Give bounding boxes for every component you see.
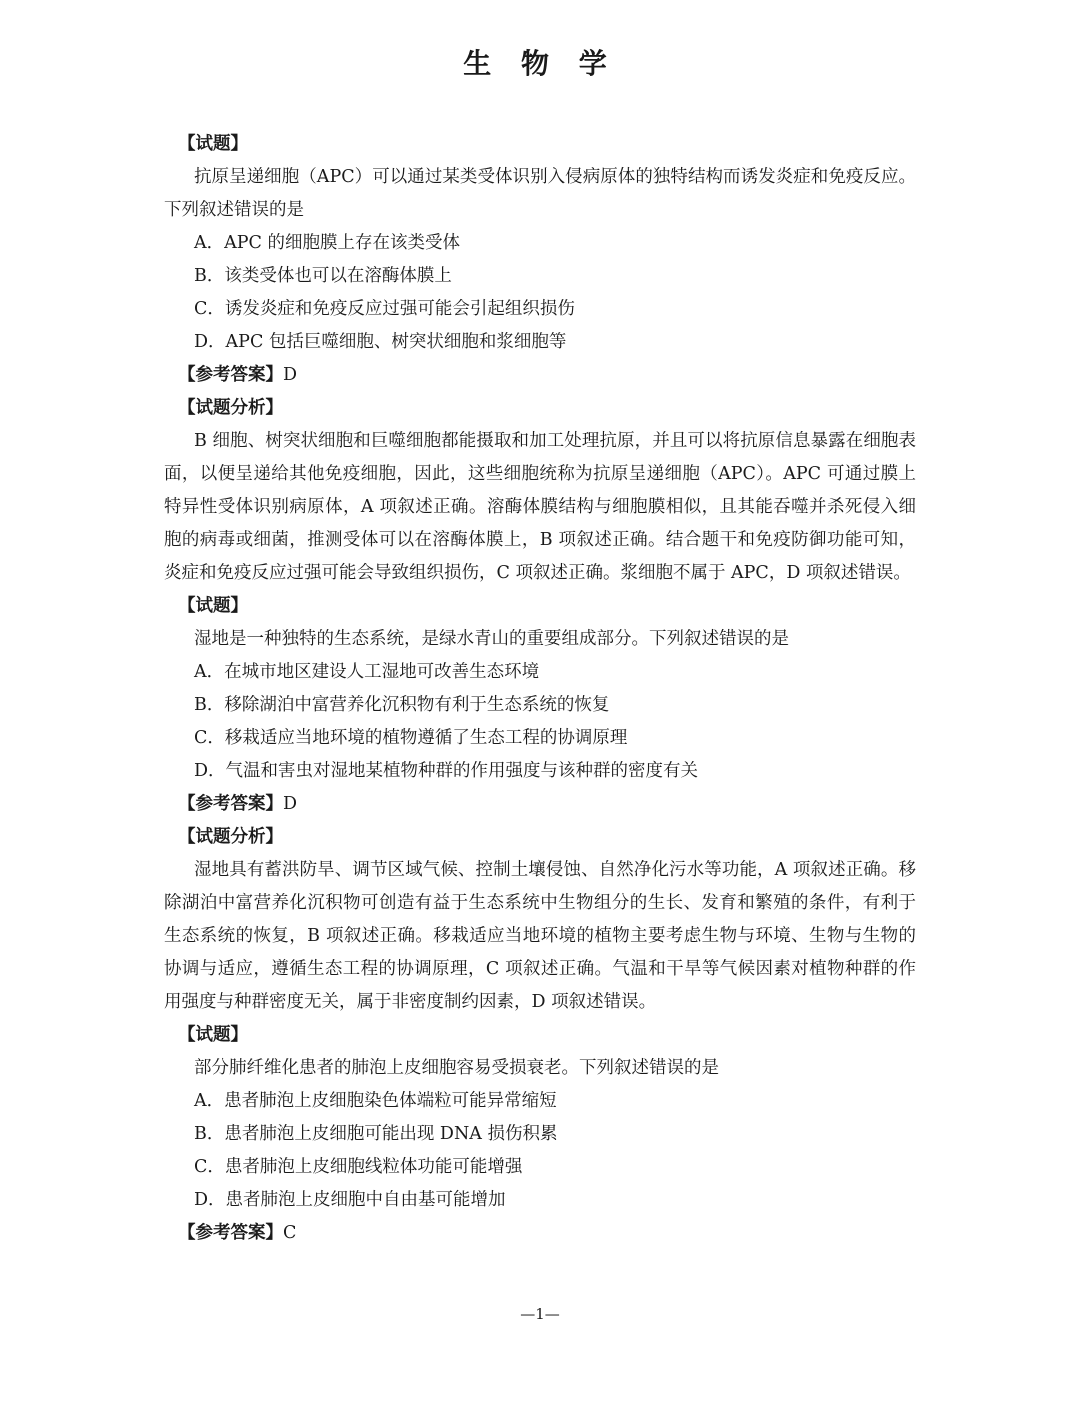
option-b: B．移除湖泊中富营养化沉积物有利于生态系统的恢复 [194, 695, 610, 715]
answer-label: 【参考答案】 [178, 1223, 283, 1243]
answer-value: D [283, 365, 298, 385]
question-label: 【试题】 [178, 134, 248, 154]
answer-line [178, 788, 916, 821]
document-body [164, 128, 916, 1250]
option-a: A．APC 的细胞膜上存在该类受体 [194, 233, 461, 253]
question-2 [164, 590, 916, 1019]
page-number: —1— [520, 1305, 560, 1323]
question-stem: 抗原呈递细胞（APC）可以通过某类受体识别入侵病原体的独特结构而诱发炎症和免疫反应。下列叙述错误的是 [164, 167, 916, 220]
option-c: C．移栽适应当地环境的植物遵循了生态工程的协调原理 [194, 728, 628, 748]
option-c: C．患者肺泡上皮细胞线粒体功能可能增强 [194, 1157, 523, 1177]
question-1 [164, 128, 916, 590]
question-stem: 湿地是一种独特的生态系统，是绿水青山的重要组成部分。下列叙述错误的是 [194, 629, 789, 649]
question-label: 【试题】 [178, 596, 248, 616]
answer-label: 【参考答案】 [178, 365, 283, 385]
option-b: B．该类受体也可以在溶酶体膜上 [194, 266, 452, 286]
analysis-text: 湿地具有蓄洪防旱、调节区域气候、控制土壤侵蚀、自然净化污水等功能，A 项叙述正确。移除湖泊中富营养化沉积物可创造有益于生态系统中生物组分的生长、发育和繁殖的条件，有利于生态系统的恢复，B 项叙述正确。移栽适应当地环境的植物主要考虑生物与环境、生物与生物的协调与适应，遵循生态工程的协调原理，C 项叙述正确。气温和干旱等气候因素对植物种群的作用强度与种群密度无关，属于非密度制约因素，D 项叙述错误。 [164, 860, 916, 1012]
analysis-label: 【试题分析】 [178, 827, 283, 847]
answer-line [178, 359, 916, 392]
page-title: 生 物 学 [463, 47, 617, 80]
option-b: B．患者肺泡上皮细胞可能出现 DNA 损伤积累 [194, 1124, 558, 1144]
question-label: 【试题】 [178, 1025, 248, 1045]
answer-value: D [283, 794, 298, 814]
option-a: A．在城市地区建设人工湿地可改善生态环境 [194, 662, 540, 682]
answer-value: C [283, 1223, 297, 1243]
question-3 [164, 1019, 916, 1250]
option-d: D．气温和害虫对湿地某植物种群的作用强度与该种群的密度有关 [194, 761, 699, 781]
option-d: D．APC 包括巨噬细胞、树突状细胞和浆细胞等 [194, 332, 567, 352]
analysis-text: B 细胞、树突状细胞和巨噬细胞都能摄取和加工处理抗原，并且可以将抗原信息暴露在细胞表面，以便呈递给其他免疫细胞，因此，这些细胞统称为抗原呈递细胞（APC）。APC 可通过膜上特异性受体识别病原体，A 项叙述正确。溶酶体膜结构与细胞膜相似，且其能吞噬并杀死侵入细胞的病毒或细菌，推测受体可以在溶酶体膜上，B 项叙述正确。结合题干和免疫防御功能可知，炎症和免疫反应过强可能会导致组织损伤，C 项叙述正确。浆细胞不属于 APC，D 项叙述错误。 [164, 431, 916, 583]
option-d: D．患者肺泡上皮细胞中自由基可能增加 [194, 1190, 506, 1210]
analysis-label: 【试题分析】 [178, 398, 283, 418]
option-a: A．患者肺泡上皮细胞染色体端粒可能异常缩短 [194, 1091, 557, 1111]
question-stem: 部分肺纤维化患者的肺泡上皮细胞容易受损衰老。下列叙述错误的是 [194, 1058, 719, 1078]
answer-line [178, 1217, 916, 1250]
option-c: C．诱发炎症和免疫反应过强可能会引起组织损伤 [194, 299, 575, 319]
answer-label: 【参考答案】 [178, 794, 283, 814]
